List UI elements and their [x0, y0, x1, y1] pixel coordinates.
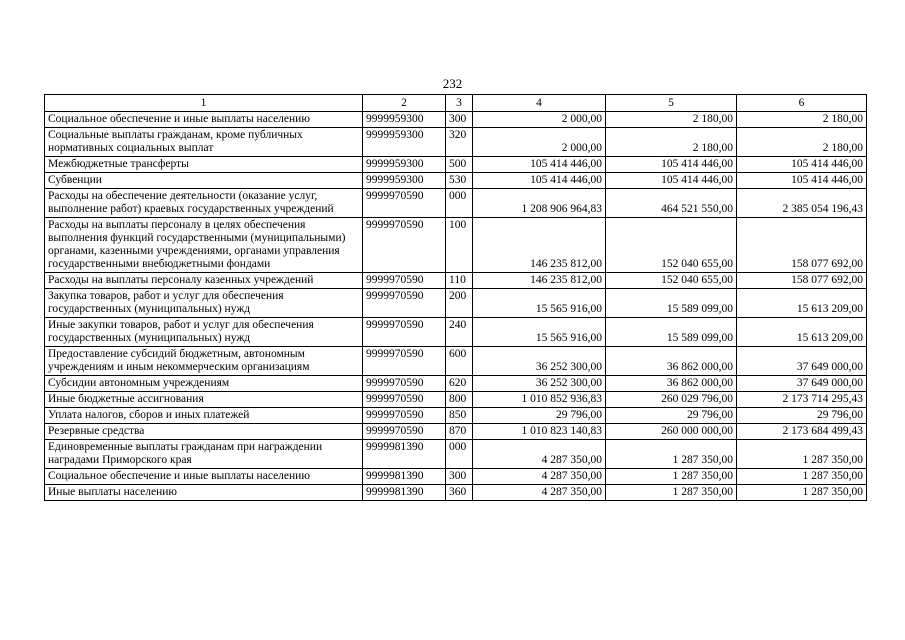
row-type-cell: 530: [446, 173, 473, 189]
table-row: [45, 128, 867, 157]
row-code-cell: 9999959300: [363, 128, 446, 157]
row-value-col4: 4 287 350,00: [473, 440, 606, 469]
row-value-col5: 464 521 550,00: [606, 189, 737, 218]
table-row: [45, 347, 867, 376]
row-value-col4: 36 252 300,00: [473, 376, 606, 392]
row-value-col5: 36 862 000,00: [606, 347, 737, 376]
page-number: 232: [442, 76, 463, 91]
row-name-cell: Расходы на выплаты персоналу казенных учреждений: [45, 273, 363, 289]
row-code-cell: 9999970590: [363, 424, 446, 440]
row-type-cell: 850: [446, 408, 473, 424]
row-code-cell: 9999981390: [363, 485, 446, 501]
table-row: [45, 469, 867, 485]
row-value-col6: 37 649 000,00: [737, 376, 867, 392]
column-header: 2: [363, 95, 446, 112]
row-value-col6: 158 077 692,00: [737, 273, 867, 289]
row-code-cell: 9999981390: [363, 440, 446, 469]
table-row: [45, 485, 867, 501]
row-value-col5: 260 000 000,00: [606, 424, 737, 440]
row-value-col6: 2 173 714 295,43: [737, 392, 867, 408]
row-value-col6: 105 414 446,00: [737, 173, 867, 189]
table-row: [45, 157, 867, 173]
row-code-cell: 9999959300: [363, 173, 446, 189]
row-code-cell: 9999970590: [363, 347, 446, 376]
table-row: [45, 289, 867, 318]
row-type-cell: 100: [446, 218, 473, 273]
row-type-cell: 500: [446, 157, 473, 173]
table-row: [45, 318, 867, 347]
row-value-col6: 158 077 692,00: [737, 218, 867, 273]
table-row: [45, 392, 867, 408]
row-name-cell: Расходы на выплаты персоналу в целях обеспечения выполнения функций государственными (муниципальными) органами, казенными учреждениями, органами управления государственными внебюджетными фондами: [45, 218, 363, 273]
row-name-cell: Иные выплаты населению: [45, 485, 363, 501]
column-header: 4: [473, 95, 606, 112]
row-code-cell: 9999970590: [363, 273, 446, 289]
row-value-col4: 105 414 446,00: [473, 157, 606, 173]
row-code-cell: 9999970590: [363, 318, 446, 347]
row-type-cell: 200: [446, 289, 473, 318]
row-value-col4: 2 000,00: [473, 128, 606, 157]
row-value-col5: 105 414 446,00: [606, 157, 737, 173]
row-type-cell: 300: [446, 112, 473, 128]
row-type-cell: 360: [446, 485, 473, 501]
table-row: [45, 424, 867, 440]
row-value-col6: 2 180,00: [737, 128, 867, 157]
row-value-col5: 36 862 000,00: [606, 376, 737, 392]
row-value-col4: 105 414 446,00: [473, 173, 606, 189]
row-value-col4: 29 796,00: [473, 408, 606, 424]
row-value-col5: 260 029 796,00: [606, 392, 737, 408]
row-name-cell: Резервные средства: [45, 424, 363, 440]
row-value-col4: 4 287 350,00: [473, 485, 606, 501]
row-name-cell: Социальные выплаты гражданам, кроме публичных нормативных социальных выплат: [45, 128, 363, 157]
row-name-cell: Предоставление субсидий бюджетным, автономным учреждениям и иным некоммерческим организациям: [45, 347, 363, 376]
row-name-cell: Межбюджетные трансферты: [45, 157, 363, 173]
row-value-col6: 2 180,00: [737, 112, 867, 128]
column-header: 5: [606, 95, 737, 112]
table-row: [45, 218, 867, 273]
row-value-col6: 2 173 684 499,43: [737, 424, 867, 440]
row-value-col4: 146 235 812,00: [473, 218, 606, 273]
row-value-col6: 15 613 209,00: [737, 289, 867, 318]
column-header: 6: [737, 95, 867, 112]
table-row: [45, 112, 867, 128]
row-name-cell: Субсидии автономным учреждениям: [45, 376, 363, 392]
row-code-cell: 9999970590: [363, 392, 446, 408]
budget-table: [44, 94, 867, 501]
row-value-col5: 105 414 446,00: [606, 173, 737, 189]
row-value-col4: 146 235 812,00: [473, 273, 606, 289]
row-name-cell: Единовременные выплаты гражданам при награждении наградами Приморского края: [45, 440, 363, 469]
row-code-cell: 9999959300: [363, 157, 446, 173]
row-name-cell: Уплата налогов, сборов и иных платежей: [45, 408, 363, 424]
row-code-cell: 9999970590: [363, 189, 446, 218]
row-type-cell: 000: [446, 440, 473, 469]
row-value-col6: 1 287 350,00: [737, 485, 867, 501]
row-value-col5: 152 040 655,00: [606, 273, 737, 289]
row-value-col6: 1 287 350,00: [737, 440, 867, 469]
table-row: [45, 273, 867, 289]
row-type-cell: 600: [446, 347, 473, 376]
row-value-col4: 1 010 852 936,83: [473, 392, 606, 408]
row-value-col5: 2 180,00: [606, 128, 737, 157]
row-value-col6: 29 796,00: [737, 408, 867, 424]
row-code-cell: 9999970590: [363, 289, 446, 318]
row-value-col4: 2 000,00: [473, 112, 606, 128]
row-type-cell: 000: [446, 189, 473, 218]
row-code-cell: 9999981390: [363, 469, 446, 485]
row-value-col5: 2 180,00: [606, 112, 737, 128]
row-name-cell: Субвенции: [45, 173, 363, 189]
row-code-cell: 9999970590: [363, 218, 446, 273]
row-value-col5: 1 287 350,00: [606, 485, 737, 501]
row-value-col4: 4 287 350,00: [473, 469, 606, 485]
row-value-col6: 37 649 000,00: [737, 347, 867, 376]
row-value-col4: 1 010 823 140,83: [473, 424, 606, 440]
row-type-cell: 800: [446, 392, 473, 408]
row-value-col6: 1 287 350,00: [737, 469, 867, 485]
row-value-col4: 1 208 906 964,83: [473, 189, 606, 218]
row-value-col4: 15 565 916,00: [473, 289, 606, 318]
row-value-col5: 15 589 099,00: [606, 289, 737, 318]
table-row: [45, 189, 867, 218]
table-row: [45, 440, 867, 469]
row-value-col6: 2 385 054 196,43: [737, 189, 867, 218]
row-type-cell: 240: [446, 318, 473, 347]
row-name-cell: Иные бюджетные ассигнования: [45, 392, 363, 408]
row-value-col5: 1 287 350,00: [606, 469, 737, 485]
row-value-col6: 15 613 209,00: [737, 318, 867, 347]
row-type-cell: 300: [446, 469, 473, 485]
table-row: [45, 173, 867, 189]
table-row: [45, 376, 867, 392]
row-value-col5: 15 589 099,00: [606, 318, 737, 347]
row-value-col4: 15 565 916,00: [473, 318, 606, 347]
row-code-cell: 9999970590: [363, 376, 446, 392]
row-name-cell: Социальное обеспечение и иные выплаты населению: [45, 469, 363, 485]
row-code-cell: 9999959300: [363, 112, 446, 128]
row-type-cell: 870: [446, 424, 473, 440]
row-code-cell: 9999970590: [363, 408, 446, 424]
row-type-cell: 110: [446, 273, 473, 289]
row-name-cell: Иные закупки товаров, работ и услуг для обеспечения государственных (муниципальных) нужд: [45, 318, 363, 347]
row-type-cell: 620: [446, 376, 473, 392]
row-value-col6: 105 414 446,00: [737, 157, 867, 173]
column-header: 3: [446, 95, 473, 112]
row-name-cell: Социальное обеспечение и иные выплаты населению: [45, 112, 363, 128]
row-type-cell: 320: [446, 128, 473, 157]
table-row: [45, 408, 867, 424]
row-value-col5: 29 796,00: [606, 408, 737, 424]
row-name-cell: Закупка товаров, работ и услуг для обеспечения государственных (муниципальных) нужд: [45, 289, 363, 318]
column-header: 1: [45, 95, 363, 112]
row-value-col5: 1 287 350,00: [606, 440, 737, 469]
row-name-cell: Расходы на обеспечение деятельности (оказание услуг, выполнение работ) краевых государственных учреждений: [45, 189, 363, 218]
row-value-col5: 152 040 655,00: [606, 218, 737, 273]
table-header-row: [45, 95, 867, 112]
row-value-col4: 36 252 300,00: [473, 347, 606, 376]
